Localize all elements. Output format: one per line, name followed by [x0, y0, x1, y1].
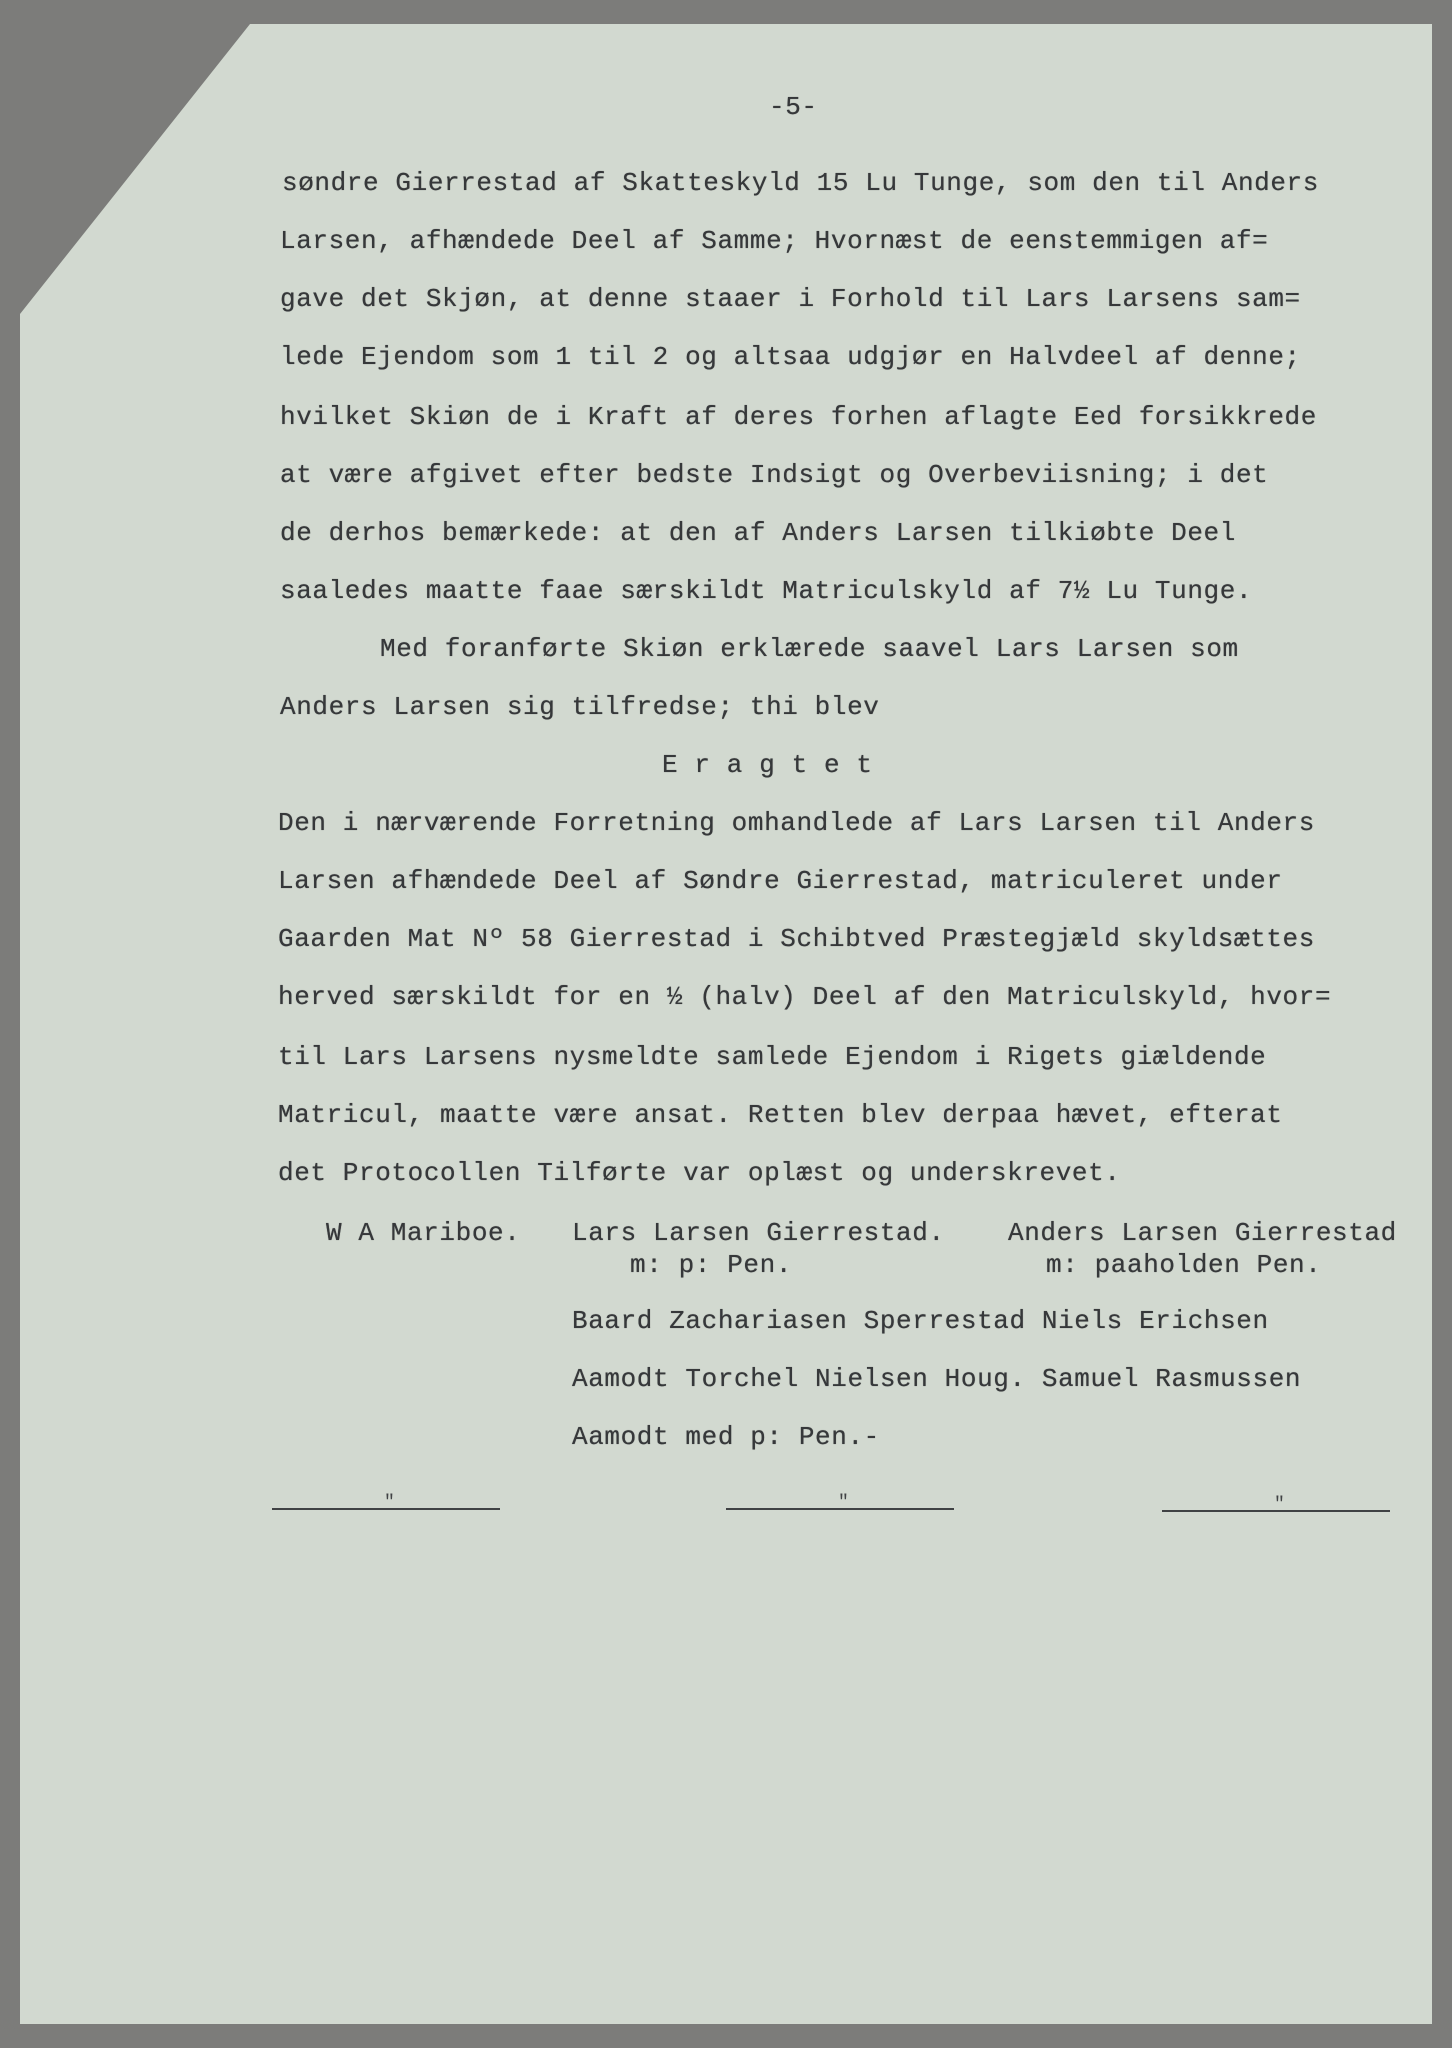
ditto-mark: ": [384, 1493, 395, 1513]
signature-line: Aamodt med p: Pen.-: [572, 1422, 880, 1452]
signature-name: Lars Larsen Gierrestad.: [572, 1218, 945, 1248]
text-line: det Protocollen Tilførte var oplæst og underskrevet.: [278, 1158, 1121, 1188]
text-line: Med foranførte Skiøn erklærede saavel Lars Larsen som: [380, 634, 1239, 664]
text-line: Gaarden Mat Nº 58 Gierrestad i Schibtved Præstegjæld skyldsættes: [278, 924, 1315, 954]
text-line: lede Ejendom som 1 til 2 og altsaa udgjør en Halvdeel af denne;: [280, 342, 1301, 372]
text-line: Anders Larsen sig tilfredse; thi blev: [280, 692, 880, 722]
text-line: at være afgivet efter bedste Indsigt og Overbeviisning; i det: [280, 460, 1269, 490]
text-line: Den i nærværende Forretning omhandlede af Lars Larsen til Anders: [278, 808, 1315, 838]
text-line: gave det Skjøn, at denne staaer i Forhold til Lars Larsens sam=: [280, 284, 1301, 314]
ditto-mark: ": [1274, 1495, 1285, 1515]
signature-line: Baard Zachariasen Sperrestad Niels Erichsen: [572, 1306, 1269, 1336]
text-line: saaledes maatte faae særskildt Matriculskyld af 7½ Lu Tunge.: [280, 576, 1253, 606]
page-number: -5-: [769, 92, 818, 122]
signature-line: Aamodt Torchel Nielsen Houg. Samuel Rasmussen: [572, 1364, 1302, 1394]
text-line: Matricul, maatte være ansat. Retten blev derpaa hævet, efterat: [278, 1100, 1283, 1130]
text-line: hvilket Skiøn de i Kraft af deres forhen aflagte Eed forsikkrede: [280, 402, 1317, 432]
signature-name: Anders Larsen Gierrestad: [1008, 1218, 1397, 1248]
text-line: herved særskildt for en ½ (halv) Deel af den Matriculskyld, hvor=: [278, 982, 1332, 1012]
document-page: [20, 24, 1432, 2024]
section-heading: E r a g t e t: [662, 750, 873, 780]
text-line: til Lars Larsens nysmeldte samlede Ejendom i Rigets giældende: [278, 1042, 1267, 1072]
signature-name: W A Mariboe.: [326, 1218, 521, 1248]
text-line: Larsen afhændede Deel af Søndre Gierrestad, matriculeret under: [278, 866, 1283, 896]
signature-note: m: p: Pen.: [630, 1250, 793, 1280]
text-line: søndre Gierrestad af Skatteskyld 15 Lu Tunge, som den til Anders: [282, 168, 1319, 198]
signature-note: m: paaholden Pen.: [1046, 1250, 1322, 1280]
text-line: Larsen, afhændede Deel af Samme; Hvornæst de eenstemmigen af=: [280, 226, 1269, 256]
ditto-mark: ": [838, 1493, 849, 1513]
text-line: de derhos bemærkede: at den af Anders Larsen tilkiøbte Deel: [280, 518, 1236, 548]
